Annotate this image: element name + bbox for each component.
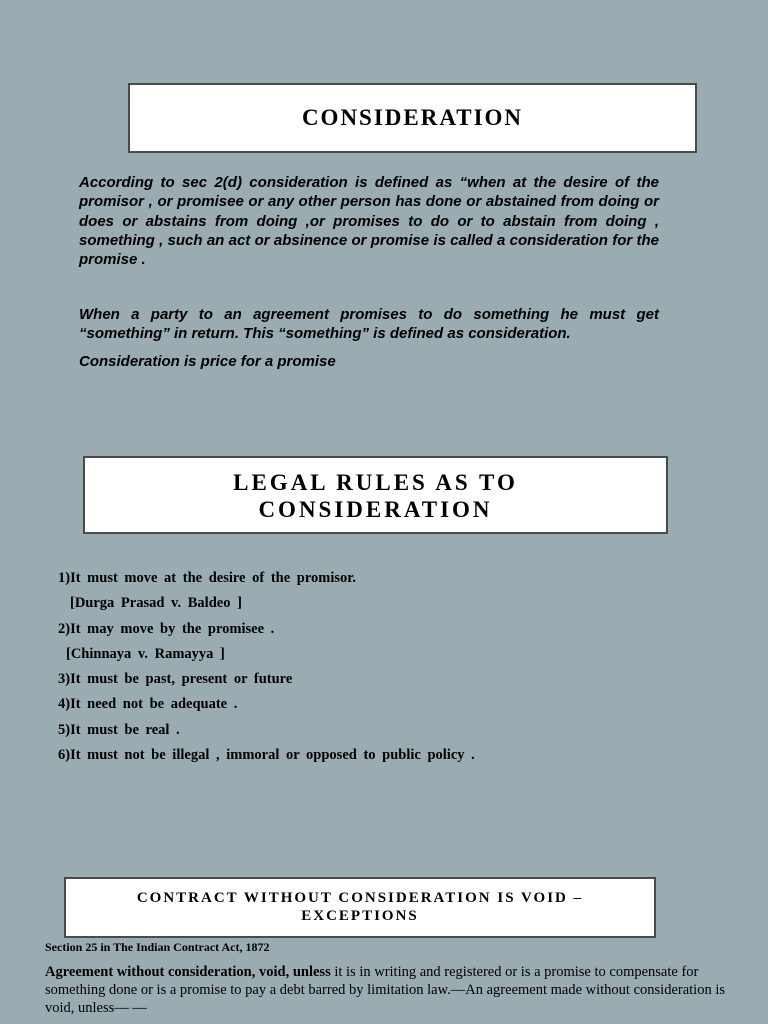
section-heading: Section 25 in The Indian Contract Act, 1872 [45, 940, 270, 954]
explanation-paragraph: When a party to an agreement promises to do something he must get “something” in return. This “something” is defined as consideration. [79, 306, 659, 343]
rule-item: 6)It must not be illegal , immoral or opposed to public policy . [58, 747, 475, 764]
definition-paragraph: According to sec 2(d) consideration is defined as “when at the desire of the promisor , or promisee or any other person has done or abstained from doing or does or abstains from doing ,or promises to do or to abstain from doing , something , such an act or absinence or promise is called a consideration for the promise . [79, 174, 659, 269]
rule-item: 4)It need not be adequate . [58, 696, 238, 713]
case-citation: [Chinnaya v. Ramayya ] [66, 645, 225, 662]
rule-item: 5)It must be real . [58, 721, 180, 738]
section-body-text: it is in writing and registered or is a promise to compensate for something done or is a promise to pay a debt barred by limitation law.—An agreement made without consideration is void, unless— — [45, 964, 725, 1016]
summary-paragraph: Consideration is price for a promise [79, 353, 336, 370]
rule-item: 3)It must be past, present or future [58, 671, 293, 688]
exceptions-title-line2: EXCEPTIONS [301, 908, 419, 924]
section-body [45, 963, 727, 1017]
legal-rules-title [83, 456, 668, 534]
exceptions-title [64, 877, 656, 938]
legal-rules-title-line1: LEGAL RULES AS TO [233, 470, 518, 495]
rule-item: 2)It may move by the promisee . [58, 620, 275, 637]
consideration-title [128, 83, 697, 153]
legal-rules-title-line2: CONSIDERATION [258, 497, 493, 522]
consideration-title-text: CONSIDERATION [301, 105, 524, 130]
case-citation: [Durga Prasad v. Baldeo ] [70, 595, 242, 612]
rule-item: 1)It must move at the desire of the promisor. [58, 570, 356, 586]
legal-rules-list [58, 566, 698, 768]
exceptions-title-line1: CONTRACT WITHOUT CONSIDERATION IS VOID – [136, 890, 584, 906]
section-body-bold: Agreement without consideration, void, unless [45, 964, 331, 980]
